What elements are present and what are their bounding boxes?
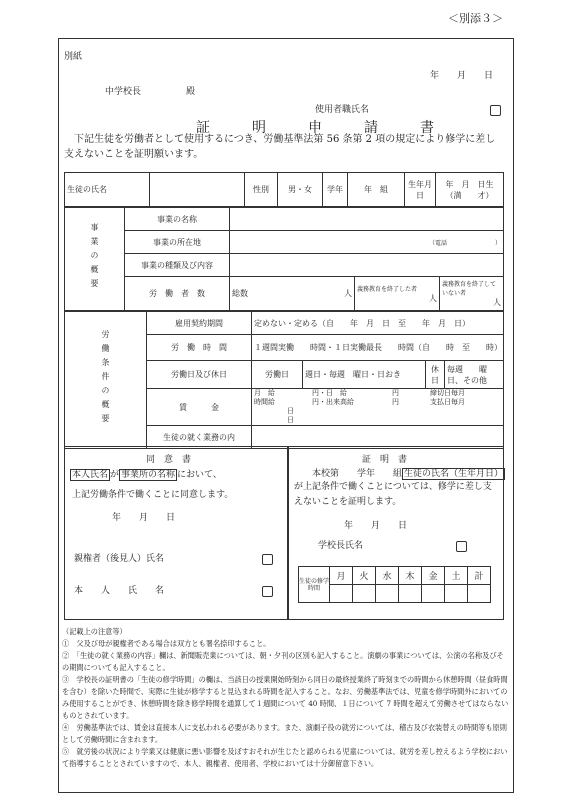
business-type-field[interactable]: [230, 254, 504, 277]
self-seal-icon: [262, 581, 273, 600]
contract-field[interactable]: 定めない・定める（自 年 月 日 至 年 月 日）: [252, 312, 504, 335]
birth-value: 年 月 日生: [445, 179, 494, 189]
done-unit: 人: [429, 293, 437, 303]
certificate-student-box[interactable]: 生徒の氏名（生年月日）: [404, 469, 504, 479]
note-item-1: ① 父及び母が親権者である場合は双方とも署名捺印すること。: [62, 639, 271, 648]
note-item-5: ⑤ 就労後の状況により学業又は健康に悪い影響を及ぼすおそれが生じたと認められる児童については、就労を差し控えるよう学校において指導することとされていますので、本人、親権者、使用者、学校においては十分御留意下さい。: [62, 747, 508, 768]
application-table: [64, 172, 504, 449]
certificate-school-grade: 本校第 学年 組: [312, 469, 403, 479]
holiday-field[interactable]: 毎週 曜日、その他: [445, 361, 504, 389]
weekday-tue: 火: [353, 567, 376, 585]
intro-paragraph: 下記生徒を労働者として使用するにつき、労働基準法第 56 条第 2 項の規定により修学に差し支えないことを証明願います。: [64, 134, 496, 160]
business-address-label: 事業の所在地: [125, 231, 230, 254]
document-title: 証 明 申 請 書: [196, 120, 448, 136]
consent-particle: が: [110, 470, 120, 480]
consent-line1: [70, 467, 222, 480]
notes-section: [62, 626, 510, 770]
hours-mon[interactable]: [330, 585, 353, 603]
business-name-label: 事業の名称: [125, 208, 230, 231]
wage-daily: 円・日 給: [312, 389, 347, 397]
hours-tue[interactable]: [353, 585, 376, 603]
wage-piece: 円・出来高給: [312, 398, 354, 406]
conditions-section-label: 労働条件の概要: [65, 312, 147, 449]
consent-title: 同 意 書: [146, 455, 192, 465]
annex-label: 別紙: [64, 52, 83, 62]
weekday-total: 計: [468, 567, 491, 585]
student-name-field[interactable]: [150, 173, 245, 207]
seal-icon: [490, 100, 501, 119]
wage-yen-2: 円: [392, 398, 399, 406]
contract-label: 雇用契約期間: [147, 312, 252, 335]
consent-self-name-box[interactable]: 本人氏名: [72, 470, 109, 480]
hours-label: 労 働 時 間: [147, 335, 252, 361]
employer-name-label[interactable]: 使用者職氏名: [315, 105, 370, 115]
payment-day-label: 支払日毎月: [430, 398, 465, 406]
hours-wed[interactable]: [376, 585, 399, 603]
weekday-thu: 木: [399, 567, 422, 585]
hours-fri[interactable]: [422, 585, 445, 603]
principal-seal-icon: [456, 536, 467, 555]
header-date[interactable]: 年 月 日: [430, 71, 494, 81]
gender-field[interactable]: 男・女: [278, 173, 323, 207]
notes-title: （記載上の注意等）: [62, 627, 127, 636]
duties-label: 生徒の就く業務の内: [147, 426, 252, 449]
certificate-line1: [312, 466, 505, 479]
days-label: 労働日及び休日: [147, 361, 252, 389]
hours-field[interactable]: １週間実働 時間・１日実働最長 時間（自 時 至 時）: [252, 335, 504, 361]
study-hours-table: [298, 566, 491, 603]
business-type-label: 事業の種類及び内容: [125, 254, 230, 277]
certificate-date[interactable]: 年 月 日: [344, 521, 408, 531]
wage-field[interactable]: [252, 389, 504, 426]
compulsory-not-label: 義務教育を終了していない者: [442, 281, 497, 297]
certificate-body: が上記条件で働くことについては、修学に差し支えないことを証明します。: [294, 482, 492, 507]
workday-label: 労働日: [252, 361, 303, 389]
consent-business-name-box[interactable]: 事業所の名称: [121, 470, 176, 480]
workers-label: 労 働 者 数: [125, 277, 230, 311]
certificate-title: 証 明 書: [362, 455, 408, 465]
gender-label: 性別: [245, 173, 278, 207]
self-name-label[interactable]: 本 人 氏 名: [74, 586, 165, 596]
wage-monthly: 月 給: [254, 389, 275, 397]
business-name-field[interactable]: [230, 208, 504, 231]
age-value: （満 才）: [445, 190, 494, 200]
closing-day-label: 締切日毎月: [430, 389, 465, 397]
workday-field[interactable]: 週日・毎週 曜日・日おき: [303, 361, 426, 389]
principal-address: 中学校長 殿: [105, 87, 196, 97]
business-phone-field[interactable]: （電話 ）: [230, 231, 504, 254]
grade-label: 学年: [323, 173, 348, 207]
weekday-sat: 土: [445, 567, 468, 585]
total-unit: 人: [344, 289, 352, 298]
business-section-label: 事業の概要: [65, 208, 125, 311]
compulsory-done-label: 義務教育を終了した者: [357, 285, 418, 293]
hours-sat[interactable]: [445, 585, 468, 603]
grade-field[interactable]: 年 組: [348, 173, 405, 207]
study-hours-label: 生徒の修学時間: [299, 567, 330, 603]
wage-hourly: 時間給: [254, 398, 275, 406]
guardian-name-label[interactable]: 親権者（後見人）氏名: [74, 554, 165, 564]
attachment-tag: ＜別添３＞: [448, 12, 503, 25]
not-unit: 人: [493, 298, 501, 307]
note-item-2: ② 「生徒の就く業務の内容」欄は、新聞販売業については、朝・夕刊の区別も記入すること。演劇の事業については、公演の名称及びその期間についても記入すること。: [62, 651, 504, 672]
wage-yen-1: 円: [392, 389, 399, 397]
hours-total[interactable]: [468, 585, 491, 603]
guardian-seal-icon: [262, 549, 273, 568]
total-label: 総数: [232, 289, 248, 298]
consent-line2: 上記労働条件で働くことに同意します。: [72, 490, 234, 500]
birth-label: 生年月日: [405, 173, 436, 207]
weekday-wed: 水: [376, 567, 399, 585]
hours-thu[interactable]: [399, 585, 422, 603]
note-item-3: ③ 学校長の証明書の「生徒の修学時間」の欄は、当該日の授業開始時刻から同日の最終授業終了時刻までの時間から休憩時間（昼食時間を含む）を除いた時間で、実際に生徒が修学すると見込まれる時間を記入すること。なお、労働基準法では、児童を修学時間外においてのみ使用することができ、休憩時間を除き修学時間を通算して１週間について 40 時間、１日について 7 時間を超えて労働させてはならないものとされています。: [62, 675, 509, 720]
workers-compulsory-done[interactable]: [355, 277, 440, 311]
student-name-label: 生徒の氏名: [65, 173, 150, 207]
workers-total-field[interactable]: [230, 277, 355, 311]
holiday-label: 休日: [426, 361, 445, 389]
consent-tail: において、: [177, 470, 222, 480]
birth-field[interactable]: [436, 173, 504, 207]
principal-name-label[interactable]: 学校長氏名: [318, 541, 364, 551]
consent-date[interactable]: 年 月 日: [112, 513, 176, 523]
closing-day-unit: 日: [287, 407, 294, 415]
note-item-4: ④ 労働基準法では、賃金は直接本人に支払われる必要があります。また、演劇子役の就労については、稽古及び衣装替えの時間等も原則として労働時間に含まれます。: [62, 723, 507, 744]
workers-compulsory-not[interactable]: [440, 277, 504, 311]
wage-label: 賃 金: [147, 389, 252, 426]
payment-day-unit: 日: [287, 416, 294, 424]
weekday-fri: 金: [422, 567, 445, 585]
weekday-mon: 月: [330, 567, 353, 585]
